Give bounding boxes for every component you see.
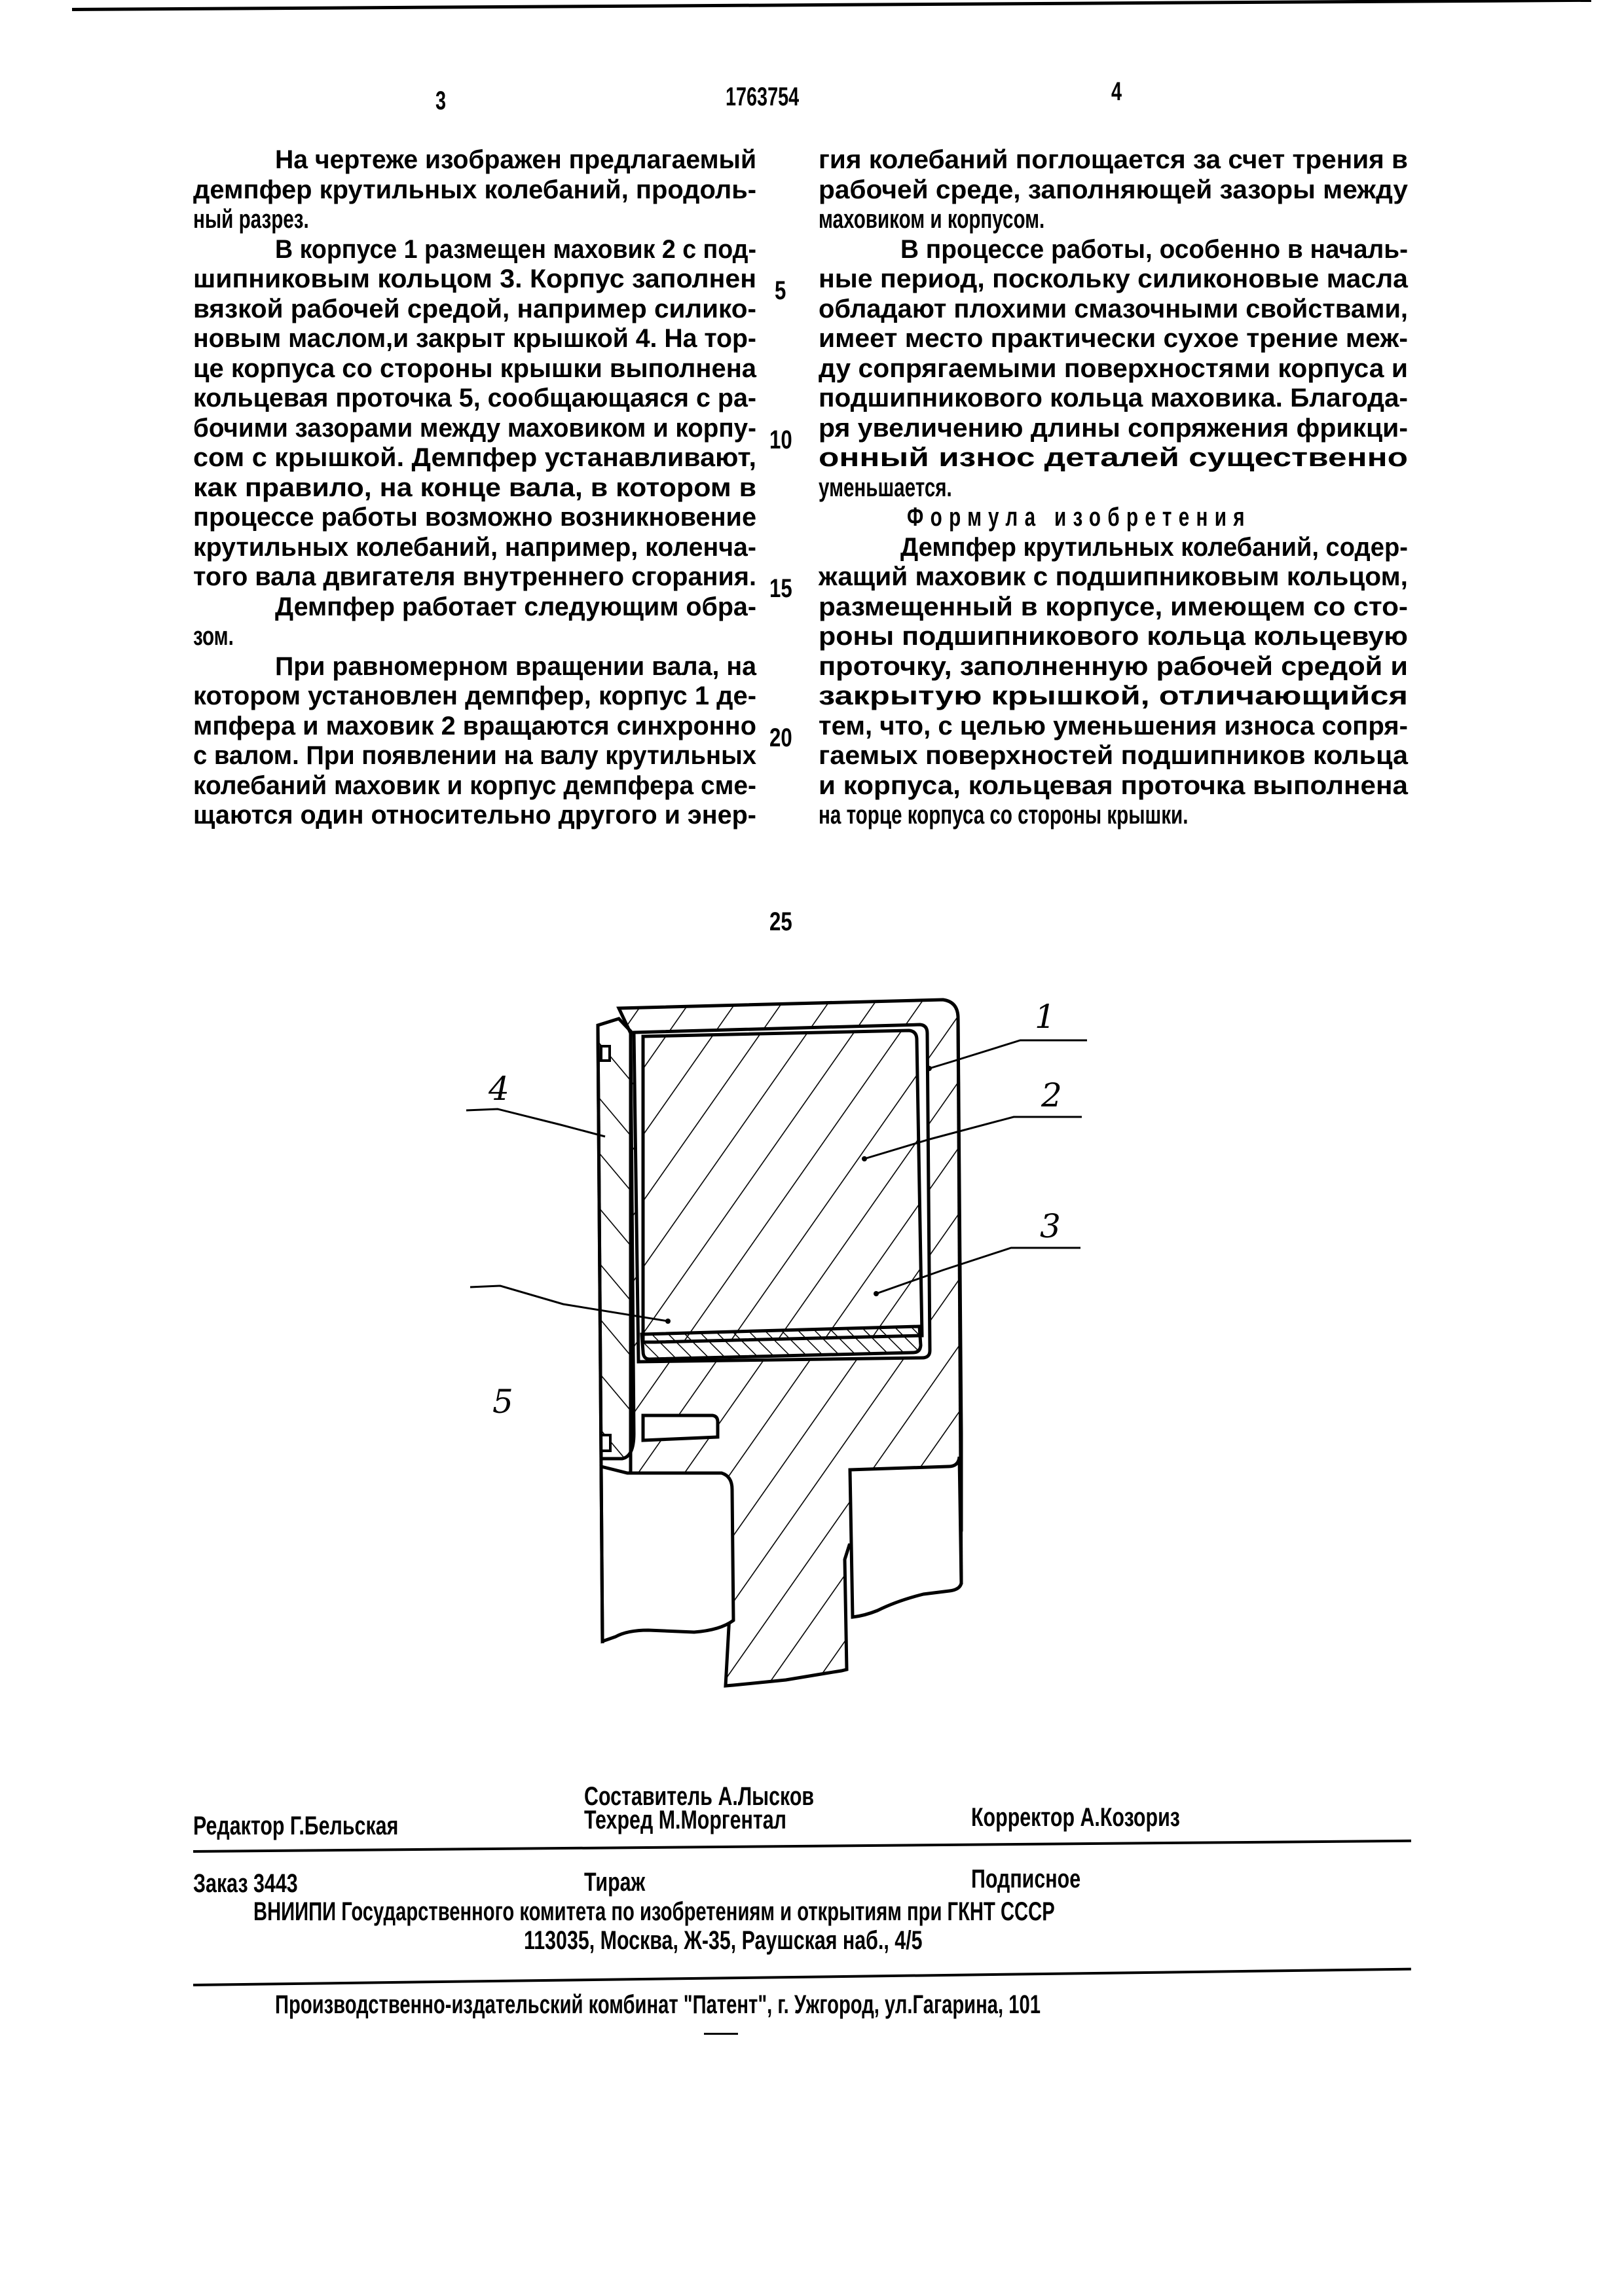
text-line: На чертеже изображен предлагаемый	[275, 145, 757, 174]
text-line: щаются один относительно другого и энер-	[193, 801, 756, 829]
label-cover: 4	[489, 1070, 509, 1108]
colophon-circulation: Тираж	[584, 1868, 646, 1897]
text-line: ду сопрягаемыми поверхностями корпуса и	[819, 354, 1408, 383]
leader-line-4	[466, 1109, 605, 1137]
text-line: проточку, заполненную рабочей средой и	[819, 651, 1408, 681]
text-line: бочими зазорами между маховиком и корпу-	[193, 413, 756, 443]
text-line: ря увеличению длины сопряжения фрикци-	[819, 413, 1408, 443]
text-line: роны подшипникового кольца кольцевую	[819, 622, 1409, 651]
text-line: онный износ деталей существенно	[819, 443, 1409, 472]
text-line: тем, что, с целью уменьшения износа сопря-	[819, 711, 1409, 740]
text-line: кольцевая проточка 5, сообщающаяся с ра-	[193, 384, 757, 412]
text-line: того вала двигателя внутреннего сгорания.	[193, 562, 756, 591]
colophon-order: Заказ 3443	[193, 1869, 298, 1898]
text-line: Демпфер крутильных колебаний, содер-	[900, 532, 1408, 562]
text-line: ные период, поскольку силиконовые масла	[819, 264, 1408, 293]
line-number-5: 5	[775, 276, 786, 305]
shaft-void-left	[601, 1467, 733, 1641]
text-line: В корпусе 1 размещен маховик 2 с под-	[275, 234, 757, 264]
label-housing: 1	[1035, 998, 1056, 1036]
colophon-tech-editor: Техред М.Моргентал	[584, 1806, 786, 1834]
text-line: ный разрез.	[193, 205, 309, 234]
colophon-publisher: ВНИИПИ Государственного комитета по изобретениям и открытиям при ГКНТ СССР	[253, 1897, 1055, 1926]
text-line: В процессе работы, особенно в началь-	[900, 234, 1408, 264]
label-groove: 5	[492, 1383, 513, 1421]
line-number-10: 10	[769, 426, 792, 454]
page-number-right: 4	[1111, 77, 1122, 106]
line-number-25: 25	[769, 907, 792, 936]
bottom-short-rule	[704, 2033, 738, 2035]
text-line: уменьшается.	[819, 473, 952, 502]
text-line: крутильных колебаний, например, коленча-	[193, 532, 756, 562]
text-line: подшипникового кольца маховика. Благода-	[819, 384, 1409, 412]
text-line: закрытую крышкой, отличающийся	[819, 682, 1408, 710]
text-line: колебаний маховик и корпус демпфера сме-	[193, 771, 756, 800]
text-line: с валом. При появлении на валу крутильных	[193, 741, 757, 770]
label-flywheel: 2	[1041, 1076, 1062, 1114]
text-line: котором установлен демпфер, корпус 1 де-	[193, 682, 756, 710]
text-line: мпфера и маховик 2 вращаются синхронно	[193, 711, 757, 740]
line-number-15: 15	[769, 574, 792, 603]
text-line: При равномерном вращении вала, на	[275, 651, 757, 681]
text-line: размещенный в корпусе, имеющем со сто-	[819, 592, 1409, 621]
colophon-printer: Производственно-издательский комбинат "Патент", г. Ужгород, ул.Гагарина, 101	[275, 1990, 1041, 2019]
text-line: как правило, на конце вала, в котором в	[193, 473, 757, 502]
text-line: сом с крышкой. Демпфер устанавливают,	[193, 443, 757, 472]
cover-seal-top	[601, 1046, 610, 1061]
label-bearing-ring: 3	[1040, 1207, 1061, 1245]
text-line: гаемых поверхностей подшипников кольца	[819, 741, 1409, 770]
text-line: гия колебаний поглощается за счет трения в	[819, 145, 1408, 174]
text-line: вязкой рабочей средой, например силико-	[193, 294, 756, 323]
colophon-proofreader: Корректор А.Козориз	[971, 1803, 1180, 1832]
text-line: шипниковым кольцом 3. Корпус заполнен	[193, 264, 757, 293]
text-line: зом.	[193, 622, 234, 651]
text-line: имеет место практически сухое трение меж-	[819, 324, 1408, 353]
colophon-editor: Редактор Г.Бельская	[193, 1812, 399, 1840]
text-line: маховиком и корпусом.	[819, 205, 1045, 234]
patent-number: 1763754	[726, 82, 800, 111]
colophon-subscription: Подписное	[971, 1865, 1081, 1893]
line-number-20: 20	[769, 723, 792, 752]
text-line: Демпфер работает следующим обра-	[275, 592, 756, 621]
page-number-left: 3	[435, 86, 447, 115]
colophon-compiler: Составитель А.Лысков	[584, 1782, 815, 1811]
colophon-address: 113035, Москва, Ж-35, Раушская наб., 4/5	[524, 1926, 923, 1955]
text-line: рабочей среде, заполняющей зазоры между	[819, 175, 1409, 204]
text-line: процессе работы возможно возникновение	[193, 503, 757, 532]
groove	[643, 1415, 718, 1440]
text-line: Формула изобретения	[907, 503, 1251, 532]
flywheel	[643, 1030, 922, 1342]
text-line: на торце корпуса со стороны крышки.	[819, 801, 1189, 829]
shaft-void-right	[850, 1457, 961, 1617]
text-line: демпфер крутильных колебаний, продоль-	[193, 175, 757, 204]
text-line: новым маслом,и закрыт крышкой 4. На тор-	[193, 324, 756, 353]
cover	[598, 1019, 634, 1459]
text-line: и корпуса, кольцевая проточка выполнена	[819, 771, 1409, 800]
text-line: жащий маховик с подшипниковым кольцом,	[819, 562, 1408, 591]
text-line: це корпуса со стороны крышки выполнена	[193, 354, 757, 383]
text-line: обладают плохими смазочными свойствами,	[819, 294, 1409, 323]
